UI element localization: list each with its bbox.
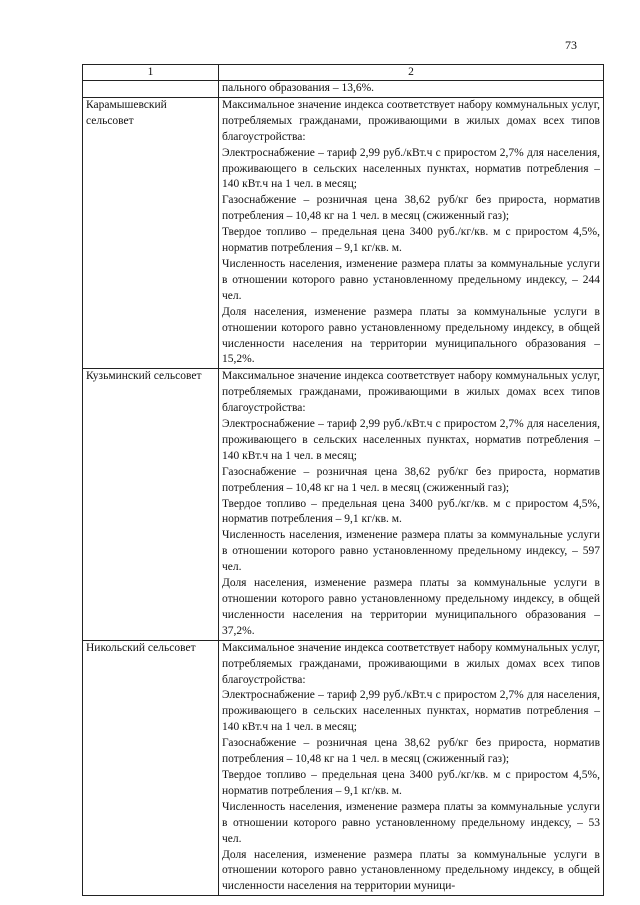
region-content (219, 369, 604, 640)
paragraph-gas: Газоснабжение – розничная цена 38,62 руб/кг без прироста, норматив потребления – 10,48 кг на 1 чел. в месяц (сжиженный газ); (222, 194, 600, 223)
indices-table (82, 64, 604, 896)
paragraph-population-share: Доля населения, изменение размера платы за коммунальные услуги в отношении которого равно установленному предельному индексу, в общей численности населения на территории муници- (222, 848, 600, 893)
paragraph-population-share: Доля населения, изменение размера платы за коммунальные услуги в отношении которого равно установленному предельному индексу, в общей численности населения на территории муниципального образования – 37,2%. (222, 577, 600, 637)
column-header-2: 2 (219, 65, 604, 81)
column-header-1: 1 (83, 65, 219, 81)
paragraph-solid-fuel: Твердое топливо – предельная цена 3400 руб./кг/кв. м с приростом 4,5%, норматив потребления – 9,1 кг/кв. м. (222, 768, 600, 797)
region-name: Карамышевский сельсовет (83, 97, 219, 368)
table-row-nikolsky (83, 640, 604, 896)
paragraph-electricity: Электроснабжение – тариф 2,99 руб./кВт.ч с приростом 2,7% для населения, проживающего в сельских населенных пунктах, норматив потребления – 140 кВт.ч на 1 чел. в месяц; (222, 146, 600, 191)
paragraph-gas: Газоснабжение – розничная цена 38,62 руб/кг без прироста, норматив потребления – 10,48 кг на 1 чел. в месяц (сжиженный газ); (222, 465, 600, 494)
region-name: Кузьминский сельсовет (83, 369, 219, 640)
paragraph-population-count: Численность населения, изменение размера платы за коммунальные услуги в отношении которого равно установленному предельному индексу, – 244 чел. (222, 257, 600, 302)
paragraph-gas: Газоснабжение – розничная цена 38,62 руб/кг без прироста, норматив потребления – 10,48 кг на 1 чел. в месяц (сжиженный газ); (222, 737, 600, 766)
paragraph-electricity: Электроснабжение – тариф 2,99 руб./кВт.ч с приростом 2,7% для населения, проживающего в сельских населенных пунктах, норматив потребления – 140 кВт.ч на 1 чел. в месяц; (222, 689, 600, 734)
region-content (219, 640, 604, 896)
table-row-karamyshevsky (83, 97, 604, 368)
paragraph-population-count: Численность населения, изменение размера платы за коммунальные услуги в отношении которого равно установленному предельному индексу, – 53 чел. (222, 800, 600, 845)
table-header-row (83, 65, 604, 81)
continuation-text: пального образования – 13,6%. (219, 81, 604, 98)
region-name: Никольский сельсовет (83, 640, 219, 896)
continuation-region-cell (83, 81, 219, 98)
paragraph-electricity: Электроснабжение – тариф 2,99 руб./кВт.ч с приростом 2,7% для населения, проживающего в сельских населенных пунктах, норматив потребления – 140 кВт.ч на 1 чел. в месяц; (222, 418, 600, 462)
continuation-row (83, 81, 604, 98)
paragraph-index-intro: Максимальное значение индекса соответствует набору коммунальных услуг, потребляемых гражданами, проживающими в жилых домах всех типов благоустройства: (222, 641, 600, 686)
paragraph-index-intro: Максимальное значение индекса соответствует набору коммунальных услуг, потребляемых гражданами, проживающими в жилых домах всех типов благоустройства: (222, 98, 600, 143)
region-content (219, 97, 604, 368)
paragraph-solid-fuel: Твердое топливо – предельная цена 3400 руб./кг/кв. м с приростом 4,5%, норматив потребления – 9,1 кг/кв. м. (222, 226, 600, 255)
paragraph-population-count: Численность населения, изменение размера платы за коммунальные услуги в отношении которого равно установленному предельному индексу, – 597 чел. (222, 529, 600, 574)
paragraph-index-intro: Максимальное значение индекса соответствует набору коммунальных услуг, потребляемых гражданами, проживающими в жилых домах всех типов благоустройства: (222, 370, 600, 415)
page-number: 73 (565, 38, 577, 52)
table-row-kuzminsky (83, 369, 604, 640)
paragraph-solid-fuel: Твердое топливо – предельная цена 3400 руб./кг/кв. м с приростом 4,5%, норматив потребления – 9,1 кг/кв. м. (222, 497, 600, 526)
paragraph-population-share: Доля населения, изменение размера платы за коммунальные услуги в отношении которого равно установленному предельному индексу, в общей численности населения на территории муниципального образования – 15,2%. (222, 305, 600, 366)
